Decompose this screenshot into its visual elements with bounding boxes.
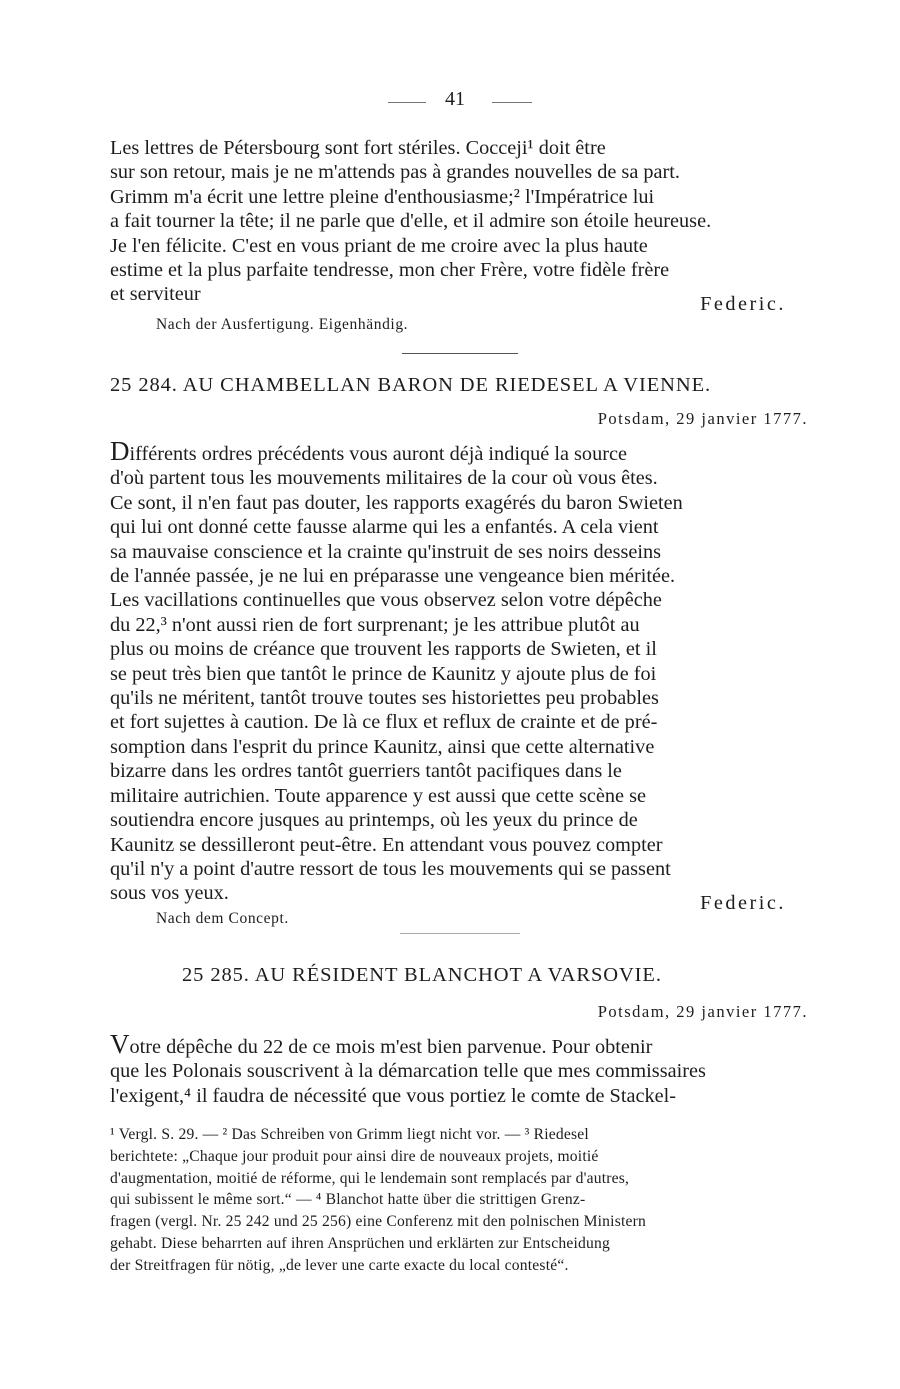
text-line: qu'ils ne méritent, tantôt trouve toutes ses historiettes peu probables: [110, 687, 659, 710]
closing-words: et serviteur: [110, 283, 201, 306]
text-line: que les Polonais souscrivent à la démarcation telle que mes commissaires: [110, 1060, 706, 1083]
text-line: qui lui ont donné cette fausse alarme qui les a enfantés. A cela vient: [110, 516, 659, 539]
footnote-line: fragen (vergl. Nr. 25 242 und 25 256) eine Conferenz mit den polnischen Ministern: [110, 1213, 647, 1231]
footnote-line: d'augmentation, moitié de réforme, qui le lendemain sont remplacés par d'autres,: [110, 1169, 630, 1187]
header-rule-right: [492, 102, 532, 103]
section-divider: [400, 933, 520, 934]
footnote-line: qui subissent le même sort.“ — ⁴ Blanchot hatte über die strittigen Grenz-: [110, 1191, 586, 1209]
text-line: du 22,³ n'ont aussi rien de fort surprenant; je les attribue plutôt au: [110, 613, 640, 636]
text-line: qu'il n'y a point d'autre ressort de tous les mouvements qui se passent: [110, 857, 671, 880]
text-line: de l'année passée, je ne lui en préparasse une vengeance bien méritée.: [110, 565, 676, 588]
text-line: Grimm m'a écrit une lettre pleine d'enthousiasme;² l'Impératrice lui: [110, 185, 655, 208]
letter-body: [110, 436, 808, 915]
closing-line: [110, 282, 808, 316]
letter-continuation-text: [110, 136, 808, 316]
text-line: soutiendra encore jusques au printemps, où les yeux du prince de: [110, 809, 638, 832]
text-line: militaire autrichien. Toute apparence y est aussi que cette scène se: [110, 784, 646, 807]
text-line: a fait tourner la tête; il ne parle que d'elle, et il admire son étoile heureuse.: [110, 210, 712, 233]
letter-heading: 25 285. AU RÉSIDENT BLANCHOT A VARSOVIE.: [182, 964, 662, 986]
letter-continuation: [110, 136, 808, 316]
text-line: l'exigent,⁴ il faudra de nécessité que vous portiez le comte de Stackel-: [110, 1084, 676, 1107]
text-line: sur son retour, mais je ne m'attends pas à grandes nouvelles de sa part.: [110, 161, 680, 184]
text-line: Les lettres de Pétersbourg sont fort stériles. Cocceji¹ doit être: [110, 137, 606, 159]
text-line: somption dans l'esprit du prince Kaunitz, ainsi que cette alternative: [110, 735, 655, 758]
text-line: sa mauvaise conscience et la crainte qu'instruit de ses noirs desseins: [110, 540, 662, 563]
closing-line: [110, 881, 808, 915]
drop-initial: D: [110, 436, 130, 466]
footnotes: [110, 1124, 808, 1277]
footnote-line: berichtete: „Chaque jour produit pour ainsi dire de nouveaux projets, moitié: [110, 1147, 599, 1165]
section-divider: [402, 353, 518, 354]
text-line: estime et la plus parfaite tendresse, mon cher Frère, votre fidèle frère: [110, 259, 670, 282]
footnote-line: der Streitfragen für nötig, „de lever une carte exacte du local contesté“.: [110, 1256, 569, 1274]
drop-initial: V: [110, 1029, 130, 1059]
dateline: Potsdam, 29 janvier 1777.: [597, 1002, 808, 1021]
text-line: Les vacillations continuelles que vous observez selon votre dépêche: [110, 589, 662, 612]
text-line: d'où partent tous les mouvements militaires de la cour où vous êtes.: [110, 467, 658, 490]
first-line: otre dépêche du 22 de ce mois m'est bien parvenue. Pour obtenir: [129, 1036, 653, 1058]
letter-heading: 25 284. AU CHAMBELLAN BARON DE RIEDESEL A VIENNE.: [110, 374, 712, 396]
source-note: Nach dem Concept.: [156, 910, 289, 927]
text-line: Kaunitz se dessilleront peut-être. En attendant vous pouvez compter: [110, 833, 663, 856]
text-line: se peut très bien que tantôt le prince de Kaunitz y ajoute plus de foi: [110, 662, 657, 685]
first-line: ifférents ordres précédents vous auront déjà indiqué la source: [129, 443, 627, 465]
page-number: 41: [445, 88, 465, 110]
signature: Federic.: [700, 892, 786, 915]
text-line: Je l'en félicite. C'est en vous priant de me croire avec la plus haute: [110, 234, 648, 257]
letter-body-text: [110, 1029, 808, 1108]
letter-body: [110, 1029, 808, 1108]
footnote-line: ¹ Vergl. S. 29. — ² Das Schreiben von Grimm liegt nicht vor. — ³ Riedesel: [110, 1126, 589, 1143]
signature: Federic.: [700, 293, 786, 316]
text-line: plus ou moins de créance que trouvent les rapports de Swieten, et il: [110, 638, 657, 661]
text-line: bizarre dans les ordres tantôt guerriers tantôt pacifiques dans le: [110, 760, 622, 783]
dateline: Potsdam, 29 janvier 1777.: [597, 409, 808, 428]
footnote-line: gehabt. Diese beharrten auf ihren Ansprüchen und erklärten zur Entscheidung: [110, 1234, 610, 1252]
source-note: Nach der Ausfertigung. Eigenhändig.: [156, 316, 409, 333]
letter-body-text: [110, 436, 808, 915]
text-line: et fort sujettes à caution. De là ce flux et reflux de crainte et de pré-: [110, 711, 658, 734]
page-header: [0, 88, 900, 118]
closing-words: sous vos yeux.: [110, 882, 229, 905]
text-line: Ce sont, il n'en faut pas douter, les rapports exagérés du baron Swieten: [110, 491, 683, 514]
